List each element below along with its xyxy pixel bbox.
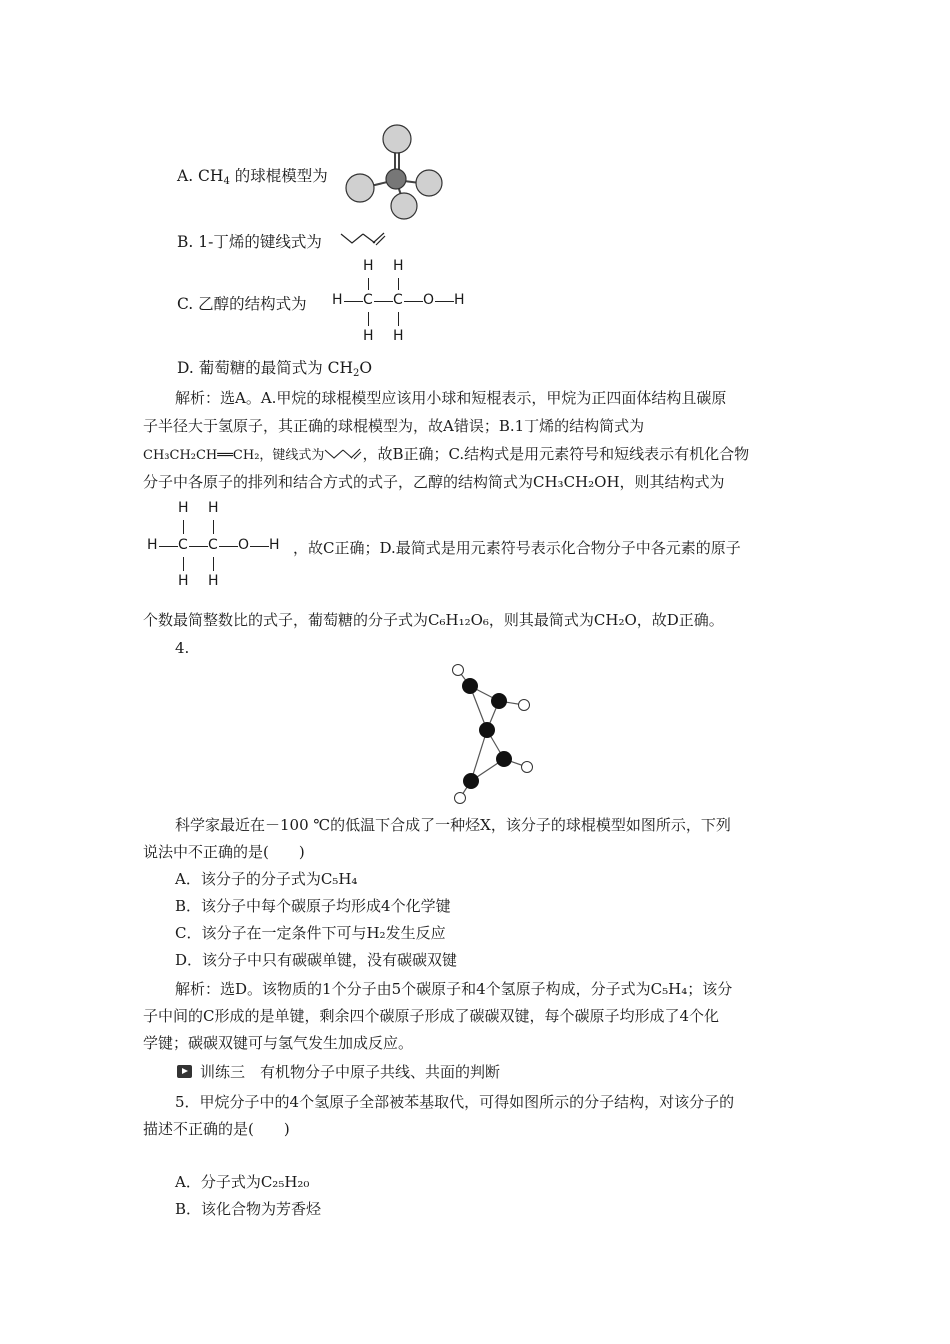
q3-option-d: D. 葡萄糖的最简式为 $CH_2O$ <box>177 359 373 379</box>
q3-analysis-line-2: 子半径大于氢原子，其正确的球棍模型为，故A错误；B.1丁烯的结构简式为 <box>143 417 645 435</box>
q3-analysis-line-6: 个数最简整数比的式子，葡萄糖的分子式为C₆H₁₂O₆，则其最简式为CH₂O，故D正确。 <box>143 611 724 629</box>
atom-c: C <box>208 537 218 553</box>
q4-analysis-line-3: 学键；碳碳双键可与氢气发生加成反应。 <box>143 1034 414 1052</box>
q4-analysis-line-1: 解析：选D。该物质的1个分子由5个碳原子和4个氢原子构成，分子式为C₅H₄；该分 <box>175 980 733 998</box>
atom-c: C <box>178 537 188 553</box>
atom-c: C <box>393 292 403 308</box>
q3-option-a: A. $CH_4$ 的球棍模型为 <box>177 167 328 187</box>
q4-option-c: C．该分子在一定条件下可与H₂发生反应 <box>175 924 446 942</box>
q3-analysis-line-3: CH₃CH₂CH══CH₂，键线式为 ，故B正确；C.结构式是用元素符号和短线表示有机化合物 <box>143 445 750 463</box>
ch4-ball-stick-model <box>340 122 450 222</box>
butene-skeletal-formula <box>340 230 386 246</box>
ethanol-structural-formula-option-c <box>330 258 470 348</box>
q4-number: 4. <box>175 639 190 657</box>
q3-analysis-line-1: 解析：选A。A.甲烷的球棍模型应该用小球和短棍表示，甲烷为正四面体结构且碳原 <box>175 389 727 407</box>
q4-stem-line-2: 说法中不正确的是( ) <box>143 843 305 861</box>
q3-option-b: B. 1-丁烯的键线式为 <box>177 233 322 251</box>
atom-h: H <box>178 500 189 516</box>
q4-analysis-line-2: 子中间的C形成的是单键，剩余四个碳原子形成了碳碳双键，每个碳原子均形成了4个化 <box>143 1007 720 1025</box>
atom-o: O <box>238 537 250 553</box>
atom-o: O <box>423 292 435 308</box>
atom-h: H <box>393 258 404 274</box>
ethanol-structural-formula-analysis <box>145 500 295 590</box>
hydrocarbon-x-ball-stick-model <box>445 660 535 805</box>
play-icon <box>177 1065 192 1078</box>
q3-analysis-line-5: ，故C正确；D.最简式是用元素符号表示化合物分子中各元素的原子 <box>293 539 741 557</box>
q5-option-a: A．分子式为C₂₅H₂₀ <box>175 1173 310 1191</box>
atom-h: H <box>363 328 374 344</box>
q4-option-b: B．该分子中每个碳原子均形成4个化学键 <box>175 897 451 915</box>
q4-option-a: A．该分子的分子式为C₅H₄ <box>175 870 358 888</box>
q3-analysis-line-4: 分子中各原子的排列和结合方式的式子，乙醇的结构简式为CH₃CH₂OH，则其结构式为 <box>143 473 725 491</box>
atom-h: H <box>178 573 189 589</box>
q4-option-d: D．该分子中只有碳碳单键，没有碳碳双键 <box>175 951 458 969</box>
q5-option-b: B．该化合物为芳香烃 <box>175 1200 322 1218</box>
atom-h: H <box>208 573 219 589</box>
atom-c: C <box>363 292 373 308</box>
atom-h: H <box>332 292 343 308</box>
q4-stem-line-1: 科学家最近在－100 ℃的低温下合成了一种烃X，该分子的球棍模型如图所示，下列 <box>175 816 731 834</box>
q3-option-c: C. 乙醇的结构式为 <box>177 295 307 313</box>
atom-h: H <box>454 292 465 308</box>
section-heading: 训练三 有机物分子中原子共线、共面的判断 <box>177 1062 500 1082</box>
butene-skeletal-formula-small <box>324 446 362 460</box>
atom-h: H <box>208 500 219 516</box>
q5-stem-line-1: 5．甲烷分子中的4个氢原子全部被苯基取代，可得如图所示的分子结构，对该分子的 <box>175 1093 735 1111</box>
atom-h: H <box>363 258 374 274</box>
atom-h: H <box>393 328 404 344</box>
atom-h: H <box>269 537 280 553</box>
atom-h: H <box>147 537 158 553</box>
q5-stem-line-2: 描述不正确的是( ) <box>143 1120 290 1138</box>
